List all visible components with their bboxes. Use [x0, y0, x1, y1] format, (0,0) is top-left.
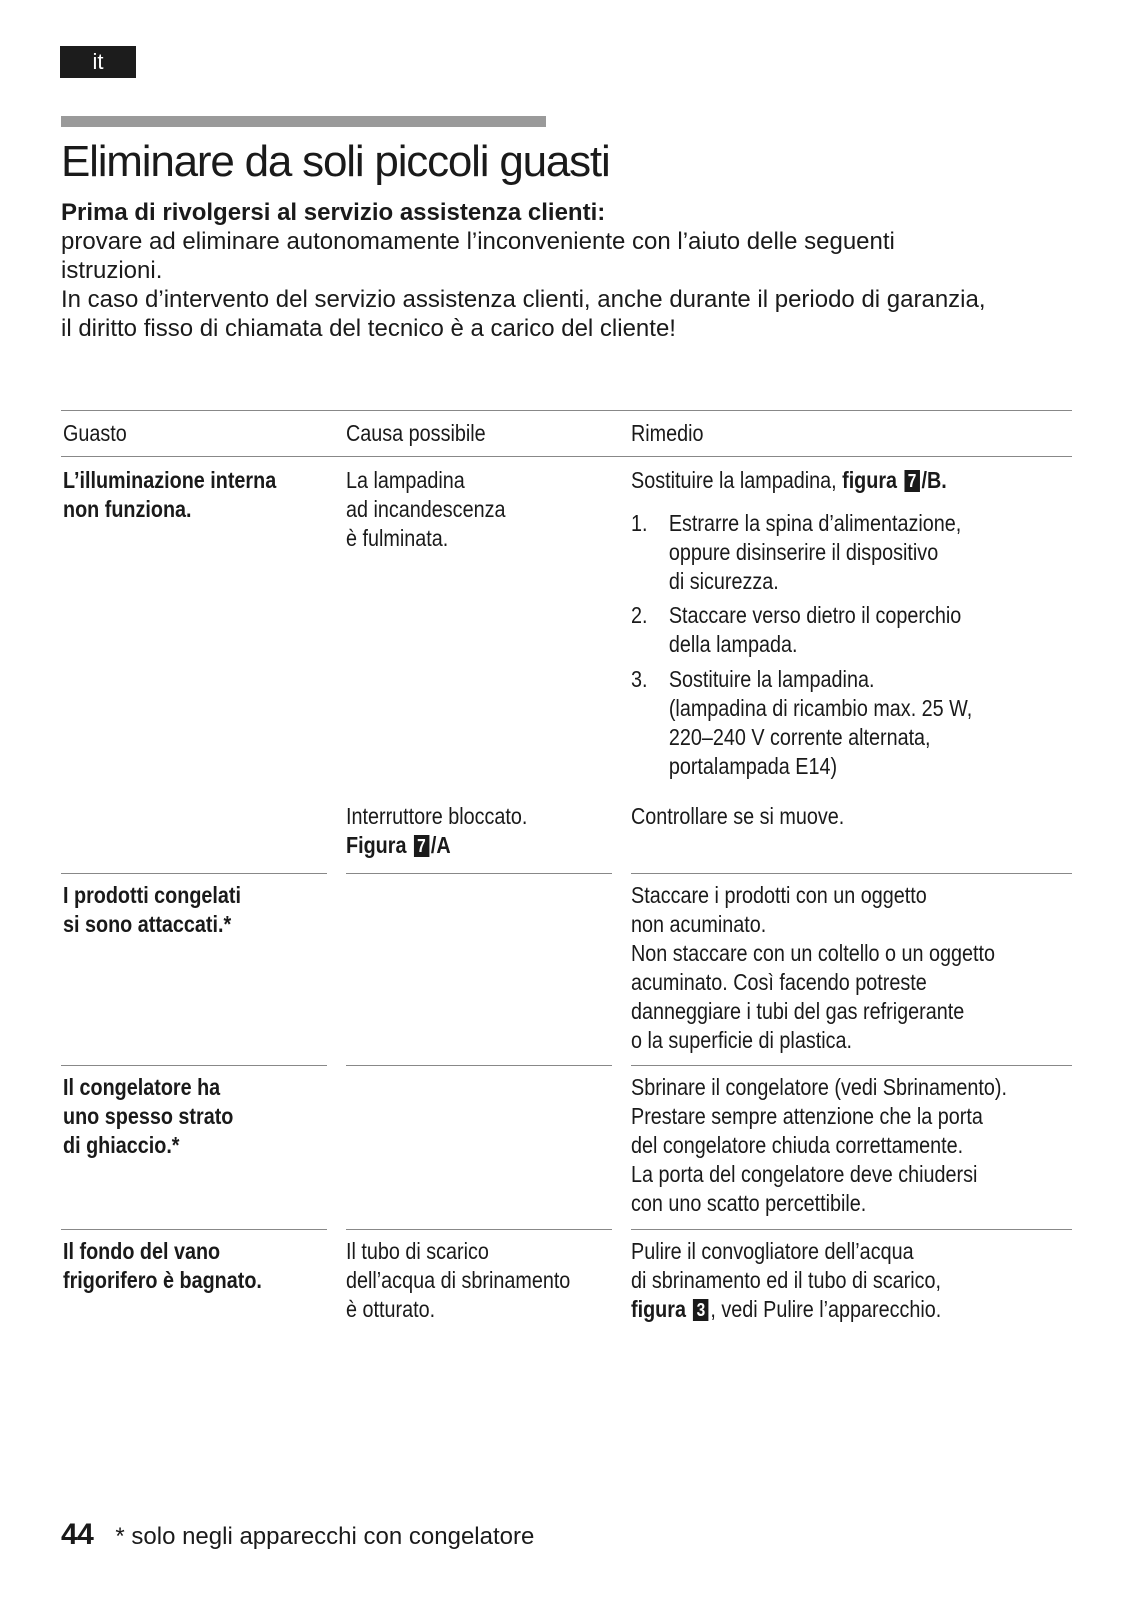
remedy-1-intro	[631, 466, 947, 495]
figure-number-badge: 3	[693, 1299, 708, 1321]
row-rule-col2	[346, 1229, 612, 1230]
remedy-1-figure-label: figura	[842, 467, 898, 493]
row-rule-col1	[61, 1065, 327, 1066]
header-cause: Causa possibile	[346, 420, 486, 446]
footnote: * solo negli apparecchi con congelatore	[115, 1523, 535, 1550]
step-2-line-2: della lampada.	[668, 631, 798, 657]
intro-line-2: istruzioni.	[61, 257, 163, 284]
header-remedy: Rimedio	[631, 420, 704, 446]
remedy-2-line-1: Staccare i prodotti con un oggetto	[631, 882, 927, 908]
remedy-4-line-3	[631, 1295, 941, 1324]
fault-1-line-2: non funziona.	[63, 496, 192, 522]
remedy-4-line-2: di sbrinamento ed il tubo di scarico,	[631, 1267, 942, 1293]
remedy-2-line-6: o la superficie di plastica.	[631, 1027, 852, 1053]
language-badge: it	[60, 46, 136, 78]
cause-1-line-1: La lampadina	[346, 467, 465, 493]
remedy-3-line-1: Sbrinare il congelatore (vedi Sbrinamento).	[631, 1074, 1008, 1100]
remedy-3-line-5: con uno scatto percettibile.	[631, 1190, 867, 1216]
row-rule-col3	[631, 1229, 1072, 1230]
row-rule-col2	[346, 1065, 612, 1066]
row-rule-col3	[631, 873, 1072, 874]
page-number: 44	[61, 1518, 94, 1551]
remedy-2-line-4: acuminato. Così facendo potreste	[631, 969, 927, 995]
fault-2-line-1: I prodotti congelati	[63, 882, 242, 908]
row-rule-col3	[631, 1065, 1072, 1066]
cause-1-line-3: è fulminata.	[346, 525, 449, 551]
row-rule-col1	[61, 873, 327, 874]
remedy-2-line-2: non acuminato.	[631, 911, 767, 937]
figure-number-badge: 7	[904, 470, 919, 492]
fault-2-line-2: si sono attaccati.*	[63, 911, 232, 937]
remedy-3-line-2: Prestare sempre attenzione che la porta	[631, 1103, 983, 1129]
table-top-rule	[61, 410, 1072, 411]
remedy-1b: Controllare se si muove.	[631, 803, 845, 829]
cause-4-line-2: dell’acqua di sbrinamento	[346, 1267, 571, 1293]
step-1-number: 1.	[631, 510, 648, 536]
remedy-3-line-4: La porta del congelatore deve chiudersi	[631, 1161, 978, 1187]
remedy-4-line-1: Pulire il convogliatore dell’acqua	[631, 1238, 914, 1264]
step-2-line-1: Staccare verso dietro il coperchio	[668, 602, 962, 628]
table-header-rule	[61, 456, 1072, 457]
row-rule-col1	[61, 1229, 327, 1230]
intro-line-4: il diritto fisso di chiamata del tecnico è a carico del cliente!	[61, 315, 676, 342]
remedy-4-figure-ref: , vedi Pulire l’apparecchio.	[710, 1296, 942, 1322]
page-title: Eliminare da soli piccoli guasti	[61, 137, 610, 186]
cause-1b-figure-ref: /A	[430, 832, 451, 858]
step-3-number: 3.	[631, 666, 648, 692]
remedy-2-line-3: Non staccare con un coltello o un oggetto	[631, 940, 995, 966]
cause-1b-figure-label: Figura	[346, 832, 407, 858]
cause-1-line-2: ad incandescenza	[346, 496, 506, 522]
fault-3-line-3: di ghiaccio.*	[63, 1132, 180, 1158]
cause-1b: Interruttore bloccato.	[346, 803, 528, 829]
intro-heading: Prima di rivolgersi al servizio assistenza clienti:	[61, 199, 606, 226]
step-3	[631, 665, 972, 781]
cause-4-line-1: Il tubo di scarico	[346, 1238, 489, 1264]
step-2-number: 2.	[631, 602, 648, 628]
step-3-line-1: Sostituire la lampadina.	[668, 666, 875, 692]
fault-4-line-2: frigorifero è bagnato.	[63, 1267, 262, 1293]
fault-1-line-1: L’illuminazione interna	[63, 467, 277, 493]
intro-line-3: In caso d’intervento del servizio assistenza clienti, anche durante il periodo di garanzia,	[61, 286, 986, 313]
remedy-2-line-5: danneggiare i tubi del gas refrigerante	[631, 998, 965, 1024]
step-3-line-2: (lampadina di ricambio max. 25 W,	[668, 695, 973, 721]
footer	[61, 1518, 534, 1552]
remedy-1-text: Sostituire la lampadina,	[631, 467, 843, 493]
step-1-line-2: oppure disinserire il dispositivo	[668, 539, 939, 565]
step-3-line-4: portalampada E14)	[668, 753, 838, 779]
fault-3-line-2: uno spesso strato	[63, 1103, 234, 1129]
intro-section	[61, 198, 1081, 343]
row-rule-col2	[346, 873, 612, 874]
remedy-1-figure-ref: /B.	[921, 467, 947, 493]
header-fault: Guasto	[63, 420, 127, 446]
step-2	[631, 601, 961, 659]
step-1-line-3: di sicurezza.	[668, 568, 779, 594]
cause-1b-figure	[346, 831, 451, 860]
remedy-4-figure-label: figura	[631, 1296, 686, 1322]
fault-4-line-1: Il fondo del vano	[63, 1238, 221, 1264]
fault-3-line-1: Il congelatore ha	[63, 1074, 221, 1100]
step-3-line-3: 220–240 V corrente alternata,	[668, 724, 931, 750]
figure-number-badge: 7	[414, 835, 429, 857]
intro-line-1: provare ad eliminare autonomamente l’inconveniente con l’aiuto delle seguenti	[61, 228, 895, 255]
remedy-3-line-3: del congelatore chiuda correttamente.	[631, 1132, 964, 1158]
cause-4-line-3: è otturato.	[346, 1296, 436, 1322]
step-1-line-1: Estrarre la spina d’alimentazione,	[668, 510, 962, 536]
step-1	[631, 509, 961, 596]
title-accent-bar	[61, 116, 546, 127]
